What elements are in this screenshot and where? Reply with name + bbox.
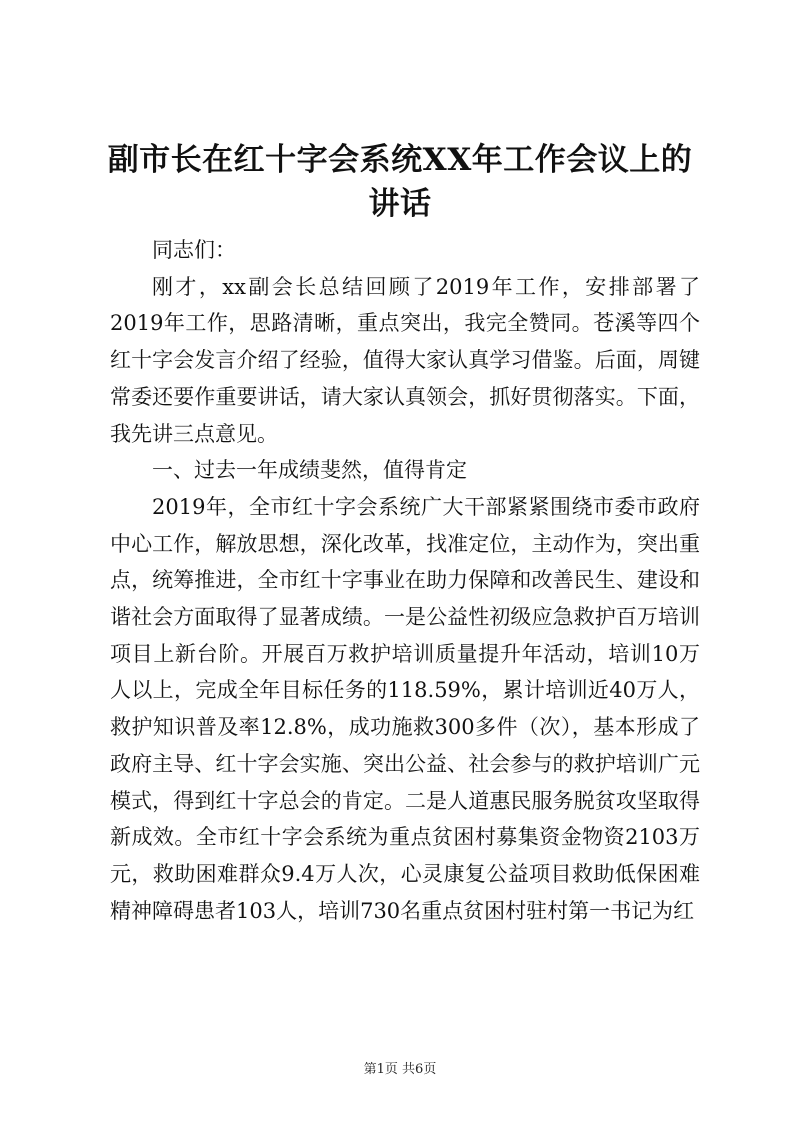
document-body [110, 232, 700, 929]
section-heading: 一、过去一年成绩斐然，值得肯定 [152, 458, 467, 483]
page-footer: 第1页 共6页 [363, 1062, 437, 1077]
document-title: 副市长在红十字会系统XX年工作会议上的讲话 [107, 142, 693, 222]
achievements-paragraph: 2019年，全市红十字会系统广大干部紧紧围绕市委市政府中心工作，解放思想，深化改革，找准定位，主动作为，突出重点，统筹推进，全市红十字事业在助力保障和改善民生、建设和谐社会方面取得了显著成绩。一是公益性初级应急救护百万培训项目上新台阶。开展百万救护培训质量提升年活动，培训10万人以上，完成全年目标任务的118.59%，累计培训近40万人，救护知识普及率12.8%，成功施救300多件（次），基本形成了政府主导、红十字会实施、突出公益、社会参与的救护培训广元模式，得到红十字总会的肯定。二是人道惠民服务脱贫攻坚取得新成效。全市红十字会系统为重点贫困村募集资金物资2103万元，救助困难群众9.4万人次，心灵康复公益项目救助低保困难精神障碍患者103人，培训730名重点贫困村驻村第一书记为红 [110, 494, 700, 923]
opening-paragraph: 刚才，xx副会长总结回顾了2019年工作，安排部署了2019年工作，思路清晰，重点突出，我完全赞同。苍溪等四个红十字会发言介绍了经验，值得大家认真学习借鉴。后面，周键常委还要作重要讲话，请大家认真领会，抓好贯彻落实。下面，我先讲三点意见。 [110, 274, 700, 446]
greeting-paragraph: 同志们： [152, 238, 236, 262]
